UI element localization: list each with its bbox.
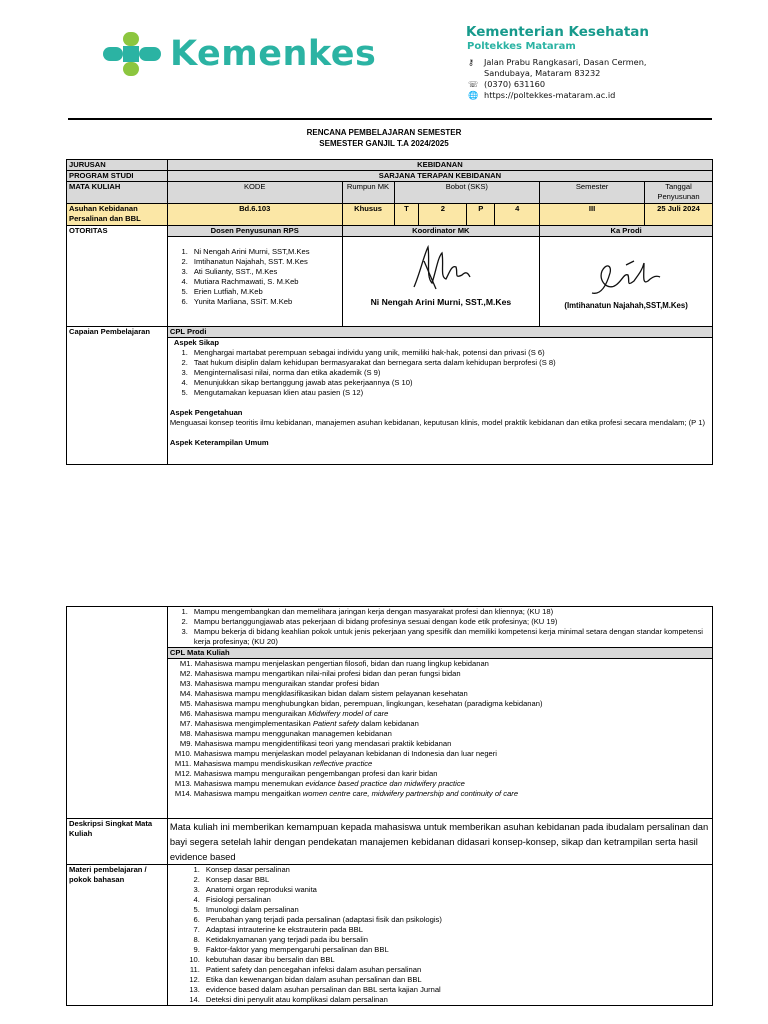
list-item: 9. Faktor-faktor yang mempengaruhi persalinan dan BBL <box>193 945 389 954</box>
otoritas-label: OTORITAS <box>67 226 168 327</box>
cpl-mk-item: M8. Mahasiswa mampu menggunakan managemen kebidanan <box>179 729 392 738</box>
t-value: 2 <box>419 204 467 226</box>
list-item: 5. Mengutamakan kepuasan klien atau pasien (S 12) <box>181 388 364 397</box>
mk-name: Asuhan Kebidanan Persalinan dan BBL <box>67 204 168 226</box>
koordinator-signature <box>406 243 476 295</box>
list-item: 1. Mampu mengembangkan dan memelihara jaringan kerja dengan masyarakat profesi dan kliennya; (KU 18) <box>181 607 554 616</box>
sikap-list <box>170 348 710 398</box>
rumpun-label: Rumpun MK <box>342 182 394 204</box>
dosen-list-cell <box>167 237 342 327</box>
materi-label: Materi pembelajaran / pokok bahasan <box>67 865 168 1006</box>
prodi-label: PROGRAM STUDI <box>67 171 168 182</box>
list-item: 1. Ni Nengah Arini Murni, SST,M.Kes <box>181 247 310 256</box>
list-item: 3. Mampu bekerja di bidang keahlian pokok untuk jenis pekerjaan yang spesifik dan memiliki kompetensi kerja minimal setara dengan standar kompetensi kerja profesinya; (KU 20) <box>181 627 703 646</box>
koordinator-name: Ni Nengah Arini Murni, SST.,M.Kes <box>370 297 512 307</box>
dosen-label: Dosen Penyusunan RPS <box>167 226 342 237</box>
list-item: 6. Perubahan yang terjadi pada persalinan (adaptasi fisik dan psikologis) <box>193 915 442 924</box>
list-item: 3. Menginternalisasi nilai, norma dan etika akademik (S 9) <box>181 368 381 377</box>
logo-text: Kemenkes <box>170 34 377 74</box>
list-item: 11. Patient safety dan pencegahan infeksi dalam asuhan persalinan <box>189 965 422 974</box>
keterampilan-cell <box>167 607 712 648</box>
kemenkes-logo-icon <box>103 30 165 80</box>
cpl-mk-item: M12. Mahasiswa mampu menguraikan pengembangan profesi dan karir bidan <box>174 769 438 778</box>
koordinator-label: Koordinator MK <box>342 226 540 237</box>
bobot-label: Bobot (SKS) <box>394 182 540 204</box>
materi-cell <box>167 865 712 1006</box>
mk-label: MATA KULIAH <box>67 182 168 204</box>
materi-list <box>170 865 710 1005</box>
jurusan-value: KEBIDANAN <box>167 160 712 171</box>
doc-title-line2: SEMESTER GANJIL T.A 2024/2025 <box>319 139 449 148</box>
list-item: 7. Adaptasi intrauterine ke ekstrauterin pada BBL <box>193 925 363 934</box>
aspek-keterampilan-label: Aspek Keterampilan Umum <box>169 438 269 447</box>
keterampilan-list <box>170 607 710 647</box>
kaprodi-label: Ka Prodi <box>540 226 713 237</box>
p-value: 4 <box>495 204 540 226</box>
tanggal-value: 25 Juli 2024 <box>644 204 712 226</box>
list-item: 2. Konsep dasar BBL <box>193 875 270 884</box>
cpl-mk-item: M10. Mahasiswa mampu menjelaskan model pelayanan kebidanan di Indonesia dan luar negeri <box>174 749 497 758</box>
doc-title-line1: RENCANA PEMBELAJARAN SEMESTER <box>306 128 462 137</box>
list-item: 1. Menghargai martabat perempuan sebagai individu yang unik, memiliki hak-hak, potensi dan privasi (S 6) <box>181 348 545 357</box>
list-item: 5. Imunologi dalam persalinan <box>193 905 299 914</box>
row-keterampilan <box>67 607 713 648</box>
list-item: 3. Anatomi organ reproduksi wanita <box>193 885 317 894</box>
cpl-mk-item: M3. Mahasiswa mampu menguraikan standar profesi bidan <box>179 679 380 688</box>
list-item: 2. Mampu bertanggungjawab atas pekerjaan di bidang profesinya sesuai dengan kode etik profesinya; (KU 19) <box>181 617 558 626</box>
cpl-mk-item: M5. Mahasiswa mampu menghubungkan bidan, perempuan, lingkungan, kesehatan (paradigma kebidanan) <box>179 699 543 708</box>
cpl-mk-label: CPL Mata Kuliah <box>167 648 712 659</box>
list-item: 6. Yunita Marliana, SSiT. M.Keb <box>181 297 293 306</box>
semester-value: III <box>540 204 645 226</box>
row-otoritas-header <box>67 226 713 237</box>
row-capaian-header <box>67 327 713 338</box>
koordinator-cell <box>342 237 540 327</box>
cpl-mk-item: M6. Mahasiswa mampu menguraikan Midwifery model of care <box>179 709 389 718</box>
kemenkes-logo <box>103 30 165 80</box>
address-block <box>468 57 647 101</box>
deskripsi-label: Deskripsi Singkat Mata Kuliah <box>67 819 168 865</box>
row-jurusan <box>67 160 713 171</box>
t-label: T <box>394 204 419 226</box>
kaprodi-cell <box>540 237 713 327</box>
cpl-mk-item: M11. Mahasiswa mampu mendiskusikan reflective practice <box>174 759 373 768</box>
list-item: 1. Konsep dasar persalinan <box>193 865 290 874</box>
list-item: 5. Erien Lutfiah, M.Keb <box>181 287 263 296</box>
cpl-mk-list <box>167 659 712 819</box>
list-item: 8. Ketidaknyamanan yang terjadi pada ibu bersalin <box>193 935 368 944</box>
capaian-content <box>167 338 712 465</box>
row-deskripsi <box>67 819 713 865</box>
cpl-mk-item: M4. Mahasiswa mampu mengklasifikasikan bidan dalam sistem pelayanan kesehatan <box>179 689 468 698</box>
address-line1: Jalan Prabu Rangkasari, Dasan Cermen, <box>484 57 647 67</box>
phone-icon: ☏ <box>468 79 479 89</box>
institution-name: Poltekkes Mataram <box>467 41 576 52</box>
address-line2: Sandubaya, Mataram 83232 <box>484 68 601 78</box>
row-mk-values <box>67 204 713 226</box>
semester-label: Semester <box>540 182 645 204</box>
jurusan-label: JURUSAN <box>67 160 168 171</box>
cpl-mk-item: M1. Mahasiswa mampu menjelaskan pengertian filosofi, bidan dan ruang lingkup kebidanan <box>179 659 489 668</box>
list-item: 10. kebutuhan dasar ibu bersalin dan BBL <box>189 955 335 964</box>
rps-table-page2 <box>66 606 713 1006</box>
list-item: 2. Imtihanatun Najahah, SST. M.Kes <box>181 257 308 266</box>
cpl-mk-item: M9. Mahasiswa mampu mengidentifikasi teori yang mendasari praktik kebidanan <box>179 739 452 748</box>
cpl-mk-item: M7. Mahasiswa mengimplementasikan Patient safety dalam kebidanan <box>179 719 419 728</box>
row-mk-header <box>67 182 713 204</box>
list-item: 4. Fisiologi persalinan <box>193 895 271 904</box>
dosen-list <box>170 247 340 307</box>
list-item: 4. Menunjukkan sikap bertanggung jawab atas pekerjaannya (S 10) <box>181 378 413 387</box>
rumpun-value: Khusus <box>342 204 394 226</box>
list-item: 13. evidence based dalam asuhan persalinan dan BBL serta kajian Jurnal <box>189 985 441 994</box>
row-materi <box>67 865 713 1006</box>
header-divider <box>68 118 712 120</box>
website-link[interactable]: https://poltekkes-mataram.ac.id <box>484 90 616 100</box>
p-label: P <box>467 204 495 226</box>
aspek-sikap-label: Aspek Sikap <box>173 338 220 347</box>
globe-icon: 🌐 <box>468 90 479 100</box>
list-item: 3. Ati Sulianty, SST., M.Kes <box>181 267 278 276</box>
capaian-label: Capaian Pembelajaran <box>67 327 168 465</box>
ministry-name: Kementerian Kesehatan <box>466 24 649 40</box>
cpl-prodi-label: CPL Prodi <box>167 327 712 338</box>
kaprodi-signature <box>586 251 666 301</box>
cpl-mk-item: M14. Mahasiswa mampu mengaitkan women centre care, midwifery partnership and continuity of care <box>174 789 519 798</box>
rps-table-page1 <box>66 159 713 465</box>
deskripsi-text: Mata kuliah ini memberikan kemampuan kepada mahasiswa untuk memberikan asuhan kebidanan pada ibudalam persalinan dan bayi segera setelah lahir dengan pendekatan manajemen kebidanan didasari konsep-konsep, sikap dan ketrampilan serta hasil evidence based <box>167 819 712 865</box>
pengetahuan-text: Menguasai konsep teoritis ilmu kebidanan, manajemen asuhan kebidanan, keputusan klinis, model praktik kebidanan dan etika profesi secara mendalam; (P 1) <box>169 418 705 427</box>
location-icon: ⚷ <box>468 57 474 67</box>
aspek-pengetahuan-label: Aspek Pengetahuan <box>169 408 243 417</box>
kode-value: Bd.6.103 <box>167 204 342 226</box>
row-prodi <box>67 171 713 182</box>
phone-number: (0370) 631160 <box>484 79 546 89</box>
cpl-mk-item: M13. Mahasiswa mampu menemukan evidance based practice dan midwifery practice <box>174 779 465 788</box>
list-item: 12. Etika dan kewenangan bidan dalam asuhan persalinan dan BBL <box>189 975 422 984</box>
cpl-mk-item: M2. Mahasiswa mampu mengartikan nilai-nilai profesi bidan dan peran fungsi bidan <box>179 669 461 678</box>
kode-label: KODE <box>167 182 342 204</box>
list-item: 2. Taat hukum disiplin dalam kehidupan bermasyarakat dan bernegara serta dalam kehidupan berprofesi (S 8) <box>181 358 556 367</box>
kaprodi-name: (Imtihanatun Najahah,SST,M.Kes) <box>564 301 688 310</box>
tanggal-label: Tanggal Penyusunan <box>644 182 712 204</box>
prodi-value: SARJANA TERAPAN KEBIDANAN <box>167 171 712 182</box>
list-item: 4. Mutiara Rachmawati, S. M.Keb <box>181 277 299 286</box>
list-item: 14. Deteksi dini penyulit atau komplikasi dalam persalinan <box>189 995 388 1004</box>
